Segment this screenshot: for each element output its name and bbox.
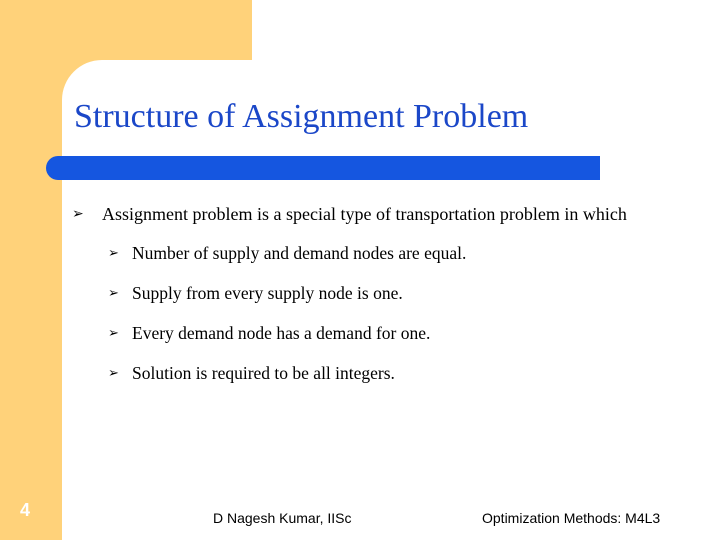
sub-bullet-text: Supply from every supply node is one. <box>132 283 403 303</box>
arrow-bullet-icon: ➢ <box>108 285 119 300</box>
title-underline-bar <box>46 156 600 180</box>
arrow-bullet-icon: ➢ <box>108 365 119 380</box>
bullet-list <box>70 196 665 393</box>
sub-bullet-text: Number of supply and demand nodes are equal. <box>132 243 467 263</box>
bullet-item-main <box>70 196 665 233</box>
arrow-bullet-icon: ➢ <box>72 207 84 222</box>
sub-bullet-item <box>70 353 665 393</box>
sub-bullet-item <box>70 273 665 313</box>
footer-author: D Nagesh Kumar, IISc <box>213 510 352 526</box>
page-number: 4 <box>20 500 31 520</box>
sub-bullet-item <box>70 313 665 353</box>
footer-course: Optimization Methods: M4L3 <box>482 510 661 526</box>
arrow-bullet-icon: ➢ <box>108 245 119 260</box>
sub-bullet-text: Every demand node has a demand for one. <box>132 323 431 343</box>
slide-title: Structure of Assignment Problem <box>74 98 529 135</box>
sub-bullet-item <box>70 233 665 273</box>
sub-bullet-text: Solution is required to be all integers. <box>132 363 395 383</box>
arrow-bullet-icon: ➢ <box>108 325 119 340</box>
bullet-text: Assignment problem is a special type of transportation problem in which <box>102 204 627 224</box>
